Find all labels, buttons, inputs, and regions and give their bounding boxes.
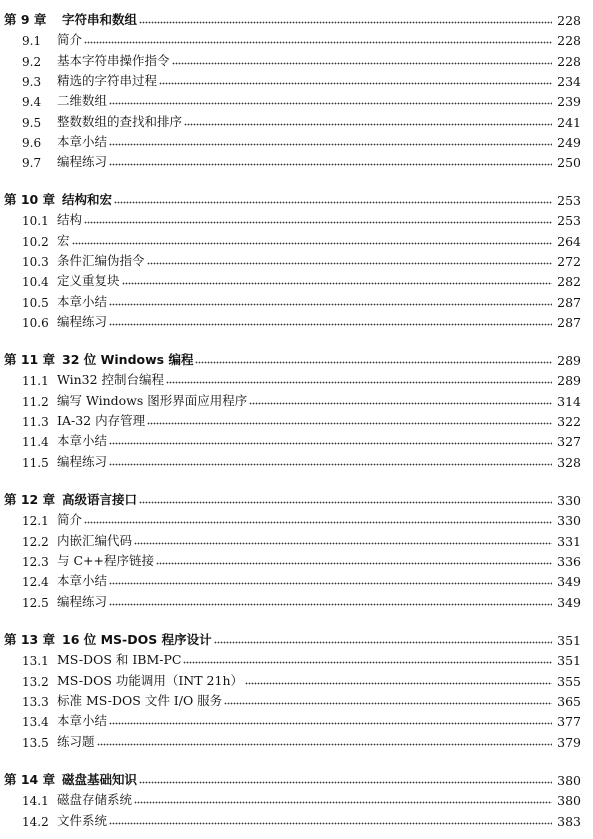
- section-entry[interactable]: [22, 594, 581, 610]
- section-number: 11.3: [22, 414, 49, 429]
- section-entry[interactable]: [22, 93, 581, 109]
- chapter-entry[interactable]: [4, 12, 581, 28]
- page-number: 241: [557, 114, 581, 130]
- chapter-title: 32 位 Windows 编程: [62, 352, 194, 367]
- section-entry[interactable]: [22, 713, 581, 729]
- chapter-number: 第 10 章: [4, 192, 56, 207]
- dot-leader: [249, 402, 552, 405]
- page-number: 380: [557, 793, 581, 809]
- page-number: 287: [557, 314, 581, 330]
- page-number: 379: [557, 734, 581, 750]
- section-title: 宏: [57, 232, 70, 248]
- section-number: 9.4: [22, 95, 42, 110]
- chapter-number: 第 13 章: [4, 632, 56, 647]
- chapter-entry[interactable]: [4, 492, 581, 508]
- section-entry[interactable]: [22, 553, 581, 569]
- dot-leader: [109, 303, 552, 306]
- section-number: 9.6: [22, 135, 42, 150]
- page-number: 289: [557, 373, 581, 389]
- section-entry[interactable]: [22, 652, 581, 668]
- chapter-title: 16 位 MS-DOS 程序设计: [62, 632, 212, 647]
- dot-leader: [159, 82, 552, 85]
- page-number: 264: [557, 233, 581, 249]
- dot-leader: [134, 801, 552, 804]
- section-title: 编程练习: [57, 313, 108, 329]
- page-number: 228: [557, 13, 581, 28]
- dot-leader: [114, 201, 552, 204]
- section-entry[interactable]: [22, 294, 581, 310]
- section-title: 简介: [57, 32, 83, 48]
- chapter-title: 字符串和数组: [62, 12, 138, 27]
- dot-leader: [97, 743, 552, 746]
- dot-leader: [134, 542, 552, 545]
- chapter-entry[interactable]: [4, 352, 581, 368]
- chapter-number: 第 9 章: [4, 12, 47, 27]
- section-title: 本章小结: [57, 293, 108, 309]
- section-number: 10.3: [22, 254, 49, 269]
- section-title: 编程练习: [57, 593, 108, 609]
- section-entry[interactable]: [22, 693, 581, 709]
- section-number: 9.7: [22, 156, 42, 171]
- chapter-entry[interactable]: [4, 192, 581, 208]
- page-number: 349: [557, 594, 581, 610]
- section-number: 9.3: [22, 74, 42, 89]
- chapter-entry[interactable]: [4, 632, 581, 648]
- page-number: 336: [557, 553, 581, 569]
- dot-leader: [84, 41, 552, 44]
- section-entry[interactable]: [22, 573, 581, 589]
- page-number: 287: [557, 294, 581, 310]
- section-entry[interactable]: [22, 673, 581, 689]
- section-number: 9.5: [22, 115, 42, 130]
- page-number: 355: [557, 673, 581, 689]
- section-entry[interactable]: [22, 114, 581, 130]
- section-number: 13.2: [22, 674, 49, 689]
- dot-leader: [109, 603, 552, 606]
- page-number: 239: [557, 94, 581, 110]
- section-entry[interactable]: [22, 734, 581, 750]
- dot-leader: [122, 282, 552, 285]
- section-entry[interactable]: [22, 393, 581, 409]
- section-title: 练习题: [57, 733, 95, 749]
- section-entry[interactable]: [22, 433, 581, 449]
- page-number: 322: [557, 413, 581, 429]
- chapter-title: 高级语言接口: [62, 492, 138, 507]
- section-number: 9.1: [22, 34, 42, 49]
- dot-leader: [84, 521, 552, 524]
- section-entry[interactable]: [22, 792, 581, 808]
- page-number: 289: [557, 353, 581, 368]
- section-entry[interactable]: [22, 32, 581, 48]
- page-number: 377: [557, 714, 581, 730]
- section-number: 12.4: [22, 575, 49, 590]
- page-number: 250: [557, 155, 581, 171]
- section-entry[interactable]: [22, 134, 581, 150]
- section-title: 条件汇编伪指令: [57, 252, 145, 268]
- section-title: 与 C++程序链接: [57, 552, 154, 568]
- section-title: 内嵌汇编代码: [57, 532, 133, 548]
- section-entry[interactable]: [22, 413, 581, 429]
- dot-leader: [109, 822, 552, 825]
- section-number: 10.1: [22, 214, 49, 229]
- section-number: 13.4: [22, 715, 49, 730]
- section-number: 12.1: [22, 514, 49, 529]
- dot-leader: [72, 242, 552, 245]
- section-title: MS-DOS 和 IBM-PC: [57, 652, 182, 668]
- dot-leader: [195, 361, 552, 364]
- chapter-number: 第 11 章: [4, 352, 56, 367]
- section-title: 本章小结: [57, 573, 108, 589]
- section-title: 磁盘存储系统: [57, 792, 133, 808]
- section-number: 13.3: [22, 694, 49, 709]
- page-number: 380: [557, 773, 581, 788]
- section-title: 精选的字符串过程: [57, 72, 158, 88]
- chapter-number: 第 12 章: [4, 492, 56, 507]
- section-number: 11.4: [22, 435, 49, 450]
- section-title: 编写 Windows 图形界面应用程序: [57, 392, 248, 408]
- page-number: 365: [557, 693, 581, 709]
- dot-leader: [139, 501, 552, 504]
- page-number: 249: [557, 134, 581, 150]
- page-number: 272: [557, 253, 581, 269]
- section-entry[interactable]: [22, 233, 581, 249]
- section-number: 14.1: [22, 794, 49, 809]
- section-title: 结构: [57, 212, 83, 228]
- section-entry[interactable]: [22, 813, 581, 829]
- section-entry[interactable]: [22, 53, 581, 69]
- dot-leader: [172, 62, 552, 65]
- section-title: 文件系统: [57, 812, 108, 828]
- dot-leader: [109, 442, 552, 445]
- section-title: 本章小结: [57, 713, 108, 729]
- dot-leader: [147, 422, 552, 425]
- dot-leader: [109, 163, 552, 166]
- dot-leader: [156, 562, 552, 565]
- section-title: 二维数组: [57, 93, 108, 109]
- section-number: 9.2: [22, 54, 42, 69]
- dot-leader: [139, 21, 552, 24]
- section-number: 10.6: [22, 315, 49, 330]
- section-title: 编程练习: [57, 154, 108, 170]
- section-number: 10.2: [22, 234, 49, 249]
- section-entry[interactable]: [22, 154, 581, 170]
- page-number: 282: [557, 274, 581, 290]
- dot-leader: [183, 661, 552, 664]
- section-title: MS-DOS 功能调用（INT 21h）: [57, 672, 243, 688]
- page-number: 330: [557, 513, 581, 529]
- section-number: 11.5: [22, 455, 49, 470]
- section-title: Win32 控制台编程: [57, 372, 165, 388]
- section-number: 13.1: [22, 654, 49, 669]
- page-number: 349: [557, 574, 581, 590]
- chapter-entry[interactable]: [4, 772, 581, 788]
- dot-leader: [245, 682, 552, 685]
- section-number: 12.2: [22, 534, 49, 549]
- page-number: 228: [557, 33, 581, 49]
- dot-leader: [214, 641, 552, 644]
- chapter-title: 结构和宏: [62, 192, 113, 207]
- dot-leader: [109, 722, 552, 725]
- section-entry[interactable]: [22, 314, 581, 330]
- section-entry[interactable]: [22, 273, 581, 289]
- dot-leader: [109, 102, 552, 105]
- section-entry[interactable]: [22, 253, 581, 269]
- section-number: 10.5: [22, 295, 49, 310]
- section-title: IA-32 内存管理: [57, 412, 146, 428]
- page-number: 253: [557, 193, 581, 208]
- dot-leader: [184, 123, 552, 126]
- dot-leader: [109, 143, 552, 146]
- section-title: 本章小结: [57, 433, 108, 449]
- section-title: 定义重复块: [57, 273, 120, 289]
- section-number: 11.1: [22, 374, 49, 389]
- section-entry[interactable]: [22, 454, 581, 470]
- chapter-title: 磁盘基础知识: [62, 772, 138, 787]
- section-number: 12.3: [22, 554, 49, 569]
- dot-leader: [109, 323, 552, 326]
- section-entry[interactable]: [22, 372, 581, 388]
- dot-leader: [139, 781, 552, 784]
- section-entry[interactable]: [22, 512, 581, 528]
- dot-leader: [166, 381, 552, 384]
- page-number: 253: [557, 213, 581, 229]
- section-number: 12.5: [22, 595, 49, 610]
- page-number: 314: [557, 393, 581, 409]
- page-number: 331: [557, 533, 581, 549]
- section-number: 10.4: [22, 275, 49, 290]
- section-entry[interactable]: [22, 533, 581, 549]
- section-number: 11.2: [22, 394, 49, 409]
- section-title: 本章小结: [57, 133, 108, 149]
- page-number: 328: [557, 454, 581, 470]
- section-title: 简介: [57, 512, 83, 528]
- dot-leader: [109, 582, 552, 585]
- page-number: 383: [557, 813, 581, 829]
- section-title: 编程练习: [57, 453, 108, 469]
- page-number: 327: [557, 434, 581, 450]
- page-number: 351: [557, 633, 581, 648]
- dot-leader: [224, 702, 552, 705]
- section-entry[interactable]: [22, 212, 581, 228]
- dot-leader: [147, 262, 552, 265]
- page-number: 330: [557, 493, 581, 508]
- section-entry[interactable]: [22, 73, 581, 89]
- section-title: 标准 MS-DOS 文件 I/O 服务: [57, 692, 223, 708]
- page-number: 228: [557, 53, 581, 69]
- section-title: 整数数组的查找和排序: [57, 113, 183, 129]
- section-title: 基本字符串操作指令: [57, 52, 170, 68]
- dot-leader: [109, 463, 552, 466]
- page-number: 351: [557, 653, 581, 669]
- section-number: 14.2: [22, 814, 49, 829]
- section-number: 13.5: [22, 735, 49, 750]
- chapter-number: 第 14 章: [4, 772, 56, 787]
- page-number: 234: [557, 73, 581, 89]
- dot-leader: [84, 221, 552, 224]
